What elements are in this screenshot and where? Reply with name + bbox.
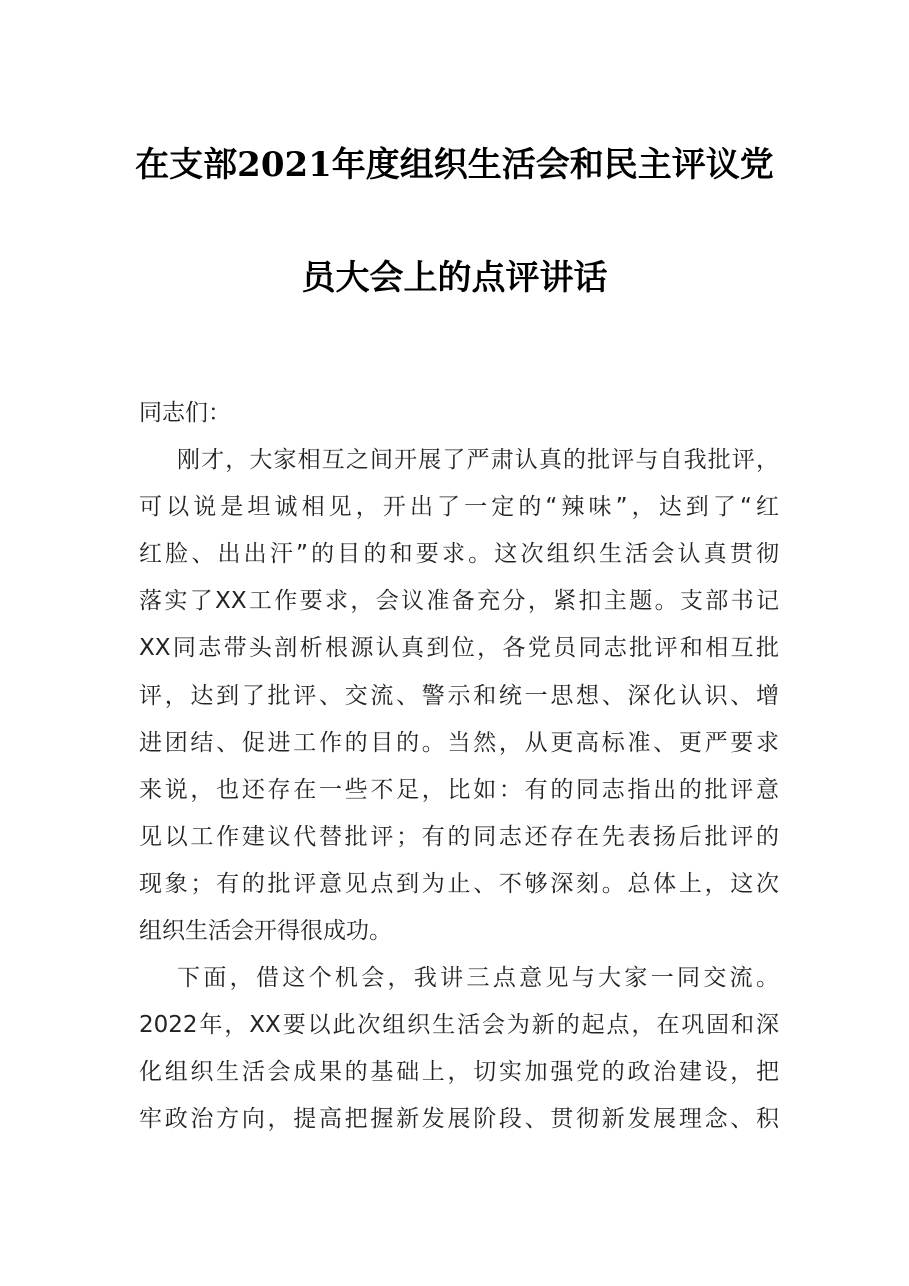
paragraph-line: 刚才，大家相互之间开展了严肃认真的批评与自我批评， xyxy=(177,447,779,473)
paragraph-line: 来说，也还存在一些不足，比如：有的同志指出的批评意 xyxy=(139,777,779,803)
document-title-line-1: 在支部2021年度组织生活会和民主评议党 xyxy=(135,145,774,185)
paragraph-line: 落实了XX工作要求，会议准备充分，紧扣主题。支部书记 xyxy=(139,588,779,614)
paragraph-line: 组织生活会开得很成功。 xyxy=(139,918,392,944)
paragraph-line: 现象；有的批评意见点到为止、不够深刻。总体上，这次 xyxy=(139,871,779,897)
paragraph-line: XX同志带头剖析根源认真到位，各党员同志批评和相互批 xyxy=(139,635,779,661)
paragraph-line: 见以工作建议代替批评；有的同志还存在先表扬后批评的 xyxy=(139,824,779,850)
paragraph-line: 牢政治方向，提高把握新发展阶段、贯彻新发展理念、积 xyxy=(139,1106,779,1132)
greeting: 同志们： xyxy=(139,400,231,426)
paragraph-line: 化组织生活会成果的基础上，切实加强党的政治建设，把 xyxy=(139,1059,779,1085)
paragraph-line: 进团结、促进工作的目的。当然，从更高标准、更严要求 xyxy=(139,730,779,756)
document-title-line-2: 员大会上的点评讲话 xyxy=(301,258,608,298)
paragraph-line: 2022年，XX要以此次组织生活会为新的起点，在巩固和深 xyxy=(139,1012,779,1038)
paragraph-line: 评，达到了批评、交流、警示和统一思想、深化认识、增 xyxy=(139,683,779,709)
paragraph-line: 红脸、出出汗”的目的和要求。这次组织生活会认真贯彻 xyxy=(139,541,779,567)
paragraph-line: 可以说是坦诚相见，开出了一定的“辣味”，达到了“红 xyxy=(139,494,779,520)
paragraph-line: 下面，借这个机会，我讲三点意见与大家一同交流。 xyxy=(177,965,779,991)
